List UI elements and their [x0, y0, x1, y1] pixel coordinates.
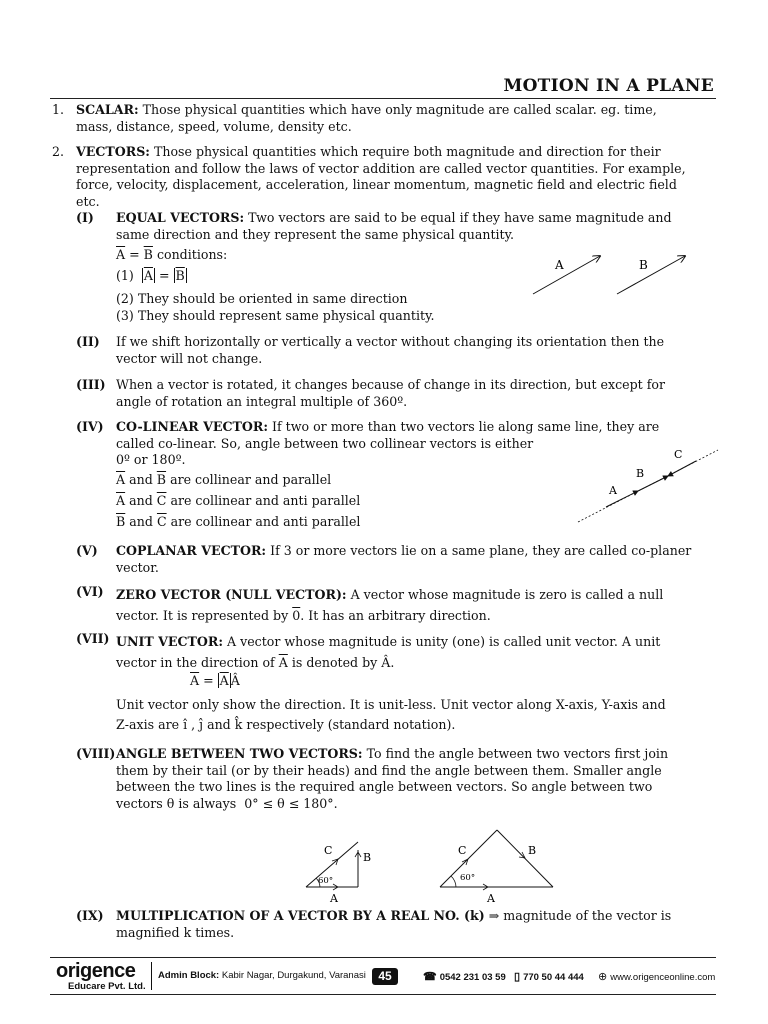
vector-a-arrow [533, 256, 600, 294]
angle-paragraph [116, 746, 716, 812]
equal-vectors-text: Two vectors are said to be equal if they have same magnitude and [248, 210, 672, 225]
vector-symbol: $\overline{B}$ [143, 247, 153, 262]
unit-vector-equation [190, 673, 240, 690]
footer-rule-top [50, 957, 716, 958]
zero-vector-heading: ZERO VECTOR (NULL VECTOR): [116, 587, 347, 602]
multiplication-heading: MULTIPLICATION OF A VECTOR BY A REAL NO. (k) [116, 908, 485, 923]
item-number: 1. [52, 102, 65, 117]
unit-vector-paragraph-2 [116, 695, 716, 735]
scalar-paragraph [76, 102, 716, 135]
equal-condition-1 [116, 268, 187, 285]
vectors-text: representation and follow the laws of vector addition are called vector quantities. For example, [76, 160, 686, 176]
unit-vector-text: Unit vector only show the direction. It is unit-less. Unit vector along X-axis, Y-axis and [116, 697, 666, 712]
relation-text: are collinear and anti parallel [166, 514, 361, 529]
implies-arrow: ⇒ [488, 908, 500, 923]
vectors-heading: VECTORS: [76, 144, 150, 159]
equal-vectors-figure [525, 250, 695, 300]
tri1-a-label: A [330, 892, 338, 905]
unit-k-symbol: k̂ [234, 717, 243, 732]
unit-vector-paragraph [116, 631, 716, 673]
angle-heading: ANGLE BETWEEN TWO VECTORS: [116, 746, 363, 761]
unit-vector-text: is denoted by [287, 655, 382, 670]
coplanar-text: vector. [116, 559, 159, 575]
section-number: (VIII) [76, 746, 116, 761]
website[interactable] [598, 970, 715, 983]
footer [50, 960, 716, 994]
vector-symbol: $\overline{A}$ [143, 268, 153, 283]
colinear-text: If two or more than two vectors lie along same line, they are [272, 419, 660, 434]
angle-range: 0° ≤ θ ≤ 180° [244, 795, 334, 811]
equals-sign: = [154, 268, 174, 283]
brand-logo [56, 960, 146, 992]
scalar-heading: SCALAR: [76, 102, 139, 117]
section-number: (II) [76, 334, 100, 349]
vector-symbol: $\overline{C}$ [156, 493, 167, 508]
equal-condition-3: (3) They should represent same physical quantity. [116, 308, 435, 323]
and-word: and [125, 493, 157, 508]
coplanar-heading: COPLANAR VECTOR: [116, 543, 267, 558]
vectors-text: etc. [76, 193, 100, 209]
shift-paragraph [116, 334, 716, 367]
relation-text: are collinear and parallel [166, 472, 332, 487]
page-title: MOTION IN A PLANE [503, 76, 714, 96]
logo-subtitle: Educare Pvt. Ltd. [68, 981, 146, 992]
tri2-b-label: B [528, 844, 537, 857]
phone-landline [423, 970, 506, 983]
section-number: (V) [76, 543, 98, 558]
vector-a-label: A [609, 484, 617, 497]
item-number: 2. [52, 144, 65, 159]
angle-text: between the two lines is the required angle between vectors. So angle between two [116, 779, 653, 794]
vector-symbol: $\overline{A}$ [278, 655, 288, 670]
section-number: (III) [76, 377, 106, 392]
unit-vector-text: and [203, 717, 235, 732]
vectors-text: force, velocity, displacement, acceleration, linear momentum, magnetic field and electric field [76, 177, 677, 192]
angle-text: them by their tail (or by their heads) and find the angle between them. Smaller angle [116, 762, 662, 778]
zero-vector-symbol: 0 [292, 608, 301, 623]
tri1-c-label: C [324, 844, 333, 857]
angle-text: To find the angle between two vectors first join [366, 746, 669, 761]
and-word: and [125, 472, 157, 487]
unit-vector-text: A vector whose magnitude is unity (one) is called unit vector. A unit [227, 634, 661, 649]
section-number: (I) [76, 210, 94, 225]
vector-b-label: B [636, 467, 645, 480]
equals-sign: = [199, 673, 218, 688]
website-url[interactable]: www.origenceonline.com [610, 972, 716, 983]
colinear-heading: CO-LINEAR VECTOR: [116, 419, 269, 434]
shift-text: If we shift horizontally or vertically a vector without changing its orientation then the [116, 334, 665, 349]
angle-text: vectors θ is always [116, 795, 241, 811]
multiplication-paragraph [116, 908, 716, 941]
scalar-text: mass, distance, speed, volume, density etc. [76, 118, 352, 134]
unit-j-symbol: ĵ [199, 717, 204, 732]
phone-landline-number: 0542 231 03 59 [439, 972, 506, 983]
colinear-relation-3 [116, 514, 360, 531]
zero-vector-paragraph [116, 584, 716, 626]
phone-mobile [514, 970, 584, 983]
vector-c-arrow [668, 461, 696, 476]
section-number: (VII) [76, 631, 110, 646]
tri2-c-label: C [458, 844, 467, 857]
unit-i-symbol: î [183, 717, 188, 732]
globe-icon: ⊕ [598, 971, 608, 983]
condition-text: conditions: [152, 247, 228, 262]
footer-rule-bottom [50, 994, 716, 995]
angle-text: . [333, 795, 338, 811]
multiplication-text: magnified k times. [116, 924, 235, 940]
rotation-paragraph [116, 377, 716, 410]
vector-symbol: $\overline{B}$ [116, 514, 126, 529]
colinear-text: 0º or 180º. [116, 452, 186, 467]
equal-vectors-paragraph [116, 210, 716, 243]
admin-block [158, 970, 366, 981]
unit-vector-text: , [187, 717, 200, 732]
tri2-b-side [497, 830, 553, 887]
unit-vector-text: respectively (standard notation). [242, 717, 456, 732]
vector-symbol: $\overline{A}$ [116, 493, 126, 508]
section-number: (VI) [76, 584, 104, 599]
condition-number: (1) [116, 268, 134, 283]
section-number: (IX) [76, 908, 104, 923]
zero-vector-text: vector. It is represented by [116, 608, 293, 623]
unit-vector-text: Z-axis are [116, 717, 184, 732]
vector-symbol: $\overline{A}$ [219, 673, 229, 688]
mobile-icon: ▯ [514, 971, 521, 983]
logo-text: origence [56, 960, 136, 982]
tri1-angle-label: 60° [318, 876, 334, 886]
tri2-a-label: A [487, 892, 495, 905]
admin-label: Admin Block: [158, 970, 220, 981]
angle-triangles-figure [300, 824, 560, 906]
tri1-b-label: B [363, 851, 372, 864]
equal-condition-line [116, 247, 227, 264]
admin-address: Kabir Nagar, Durgakund, Varanasi [219, 970, 366, 981]
vector-a-label: A [555, 258, 564, 272]
vector-symbol: $\overline{B}$ [175, 268, 185, 283]
colinear-text: called co-linear. So, angle between two collinear vectors is either [116, 435, 534, 451]
vector-symbol: $\overline{B}$ [156, 472, 167, 487]
unit-vector-symbol: Â [381, 655, 391, 670]
tri2-angle-arc [451, 876, 456, 887]
unit-vector-text: . [390, 655, 395, 670]
phone-mobile-number: 770 50 44 444 [523, 972, 584, 983]
equals-sign: = [125, 247, 144, 262]
footer-divider [151, 962, 152, 990]
vector-symbol: $\overline{A}$ [116, 247, 126, 262]
vector-symbol: $\overline{C}$ [156, 514, 167, 529]
vector-c-label: C [674, 448, 683, 461]
phone-icon: ☎ [423, 971, 437, 983]
vectors-text: Those physical quantities which require both magnitude and direction for their [153, 144, 661, 159]
page-number: 45 [372, 968, 398, 985]
multiplication-text: magnitude of the vector is [503, 908, 672, 923]
equal-condition-2: (2) They should be oriented in same direction [116, 291, 408, 306]
colinear-vectors-figure [572, 444, 722, 526]
rotation-text: angle of rotation an integral multiple of 360º. [116, 393, 408, 409]
coplanar-text: If 3 or more vectors lie on a same plane, they are called co-planer [270, 543, 692, 558]
equal-vectors-heading: EQUAL VECTORS: [116, 210, 245, 225]
zero-vector-text: . It has an arbitrary direction. [300, 608, 491, 623]
section-number: (IV) [76, 419, 104, 434]
vectors-paragraph [76, 144, 716, 210]
relation-text: are collinear and anti parallel [166, 493, 361, 508]
unit-vector-symbol: Â [230, 673, 240, 688]
shift-text: vector will not change. [116, 350, 263, 366]
vector-symbol: $\overline{A}$ [190, 673, 200, 688]
title-rule [50, 98, 716, 99]
colinear-relation-1 [116, 472, 331, 489]
zero-vector-text: A vector whose magnitude is zero is called a null [350, 587, 664, 602]
scalar-text: Those physical quantities which have only magnitude are called scalar. eg. time, [142, 102, 657, 117]
vector-b-label: B [639, 258, 648, 272]
rotation-text: When a vector is rotated, it changes because of change in its direction, but except for [116, 377, 665, 392]
unit-vector-text: vector in the direction of [116, 655, 279, 670]
colinear-relation-2 [116, 493, 360, 510]
unit-vector-heading: UNIT VECTOR: [116, 634, 223, 649]
equal-vectors-text: same direction and they represent the same physical quantity. [116, 226, 515, 242]
vector-b-arrow [617, 256, 685, 294]
coplanar-paragraph [116, 543, 716, 576]
and-word: and [125, 514, 157, 529]
vector-symbol: $\overline{A}$ [116, 472, 126, 487]
tri2-angle-label: 60° [460, 873, 476, 883]
